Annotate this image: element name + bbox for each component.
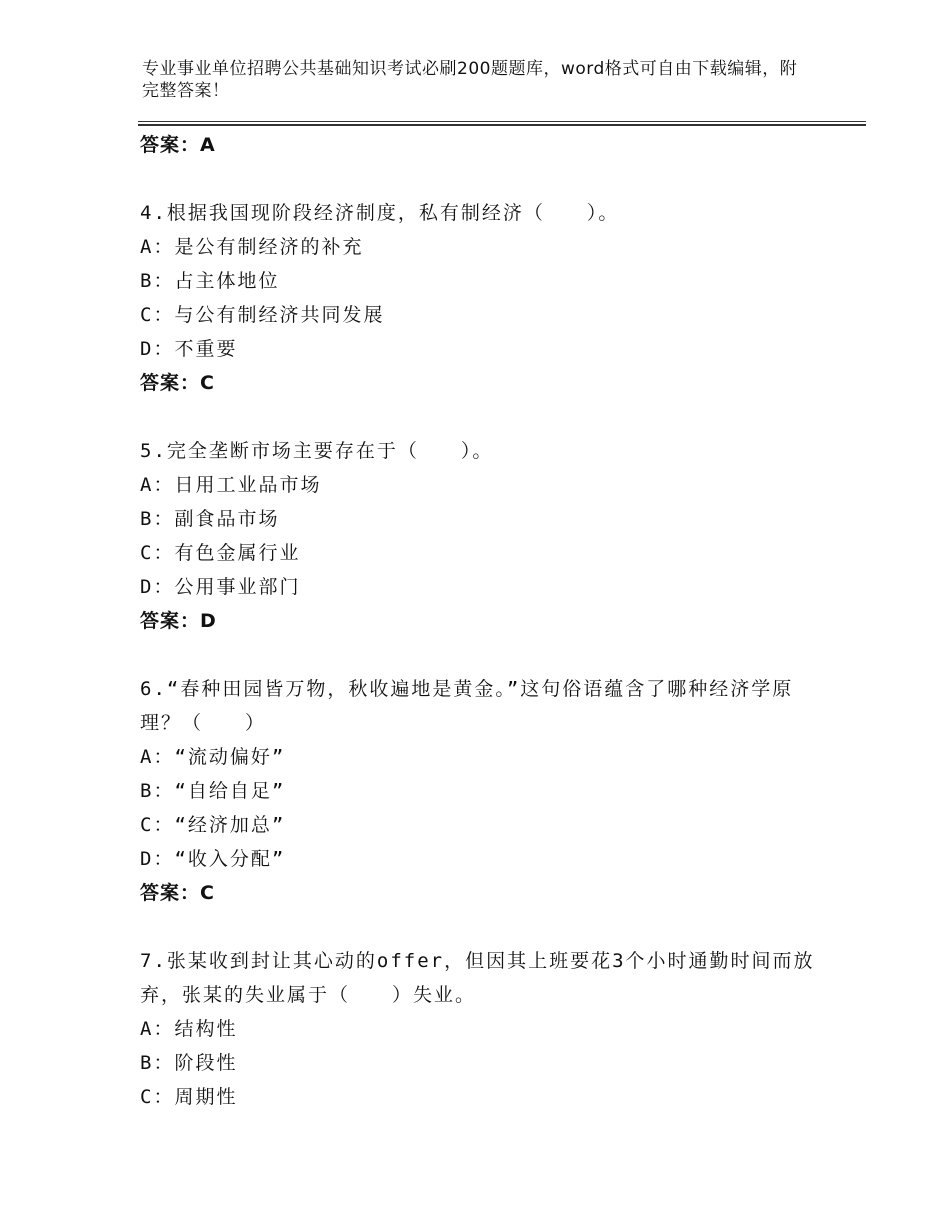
- option-b: B：“自给自足”: [140, 780, 286, 802]
- spacer: [140, 638, 830, 672]
- option-a: A：是公有制经济的补充: [140, 236, 364, 258]
- answer-label: 答案：C: [140, 882, 215, 904]
- option-b: B：占主体地位: [140, 270, 280, 292]
- question-block: [140, 672, 830, 910]
- option-b: B：副食品市场: [140, 508, 280, 530]
- option-c: C：周期性: [140, 1086, 238, 1108]
- answer-label: 答案：C: [140, 372, 215, 394]
- option-c: C：有色金属行业: [140, 542, 301, 564]
- question-list: [140, 128, 830, 1114]
- spacer: [140, 162, 830, 196]
- option-d: D：“收入分配”: [140, 848, 286, 870]
- option-a: A：日用工业品市场: [140, 474, 322, 496]
- document-header: 专业事业单位招聘公共基础知识考试必刷200题题库，word格式可自由下载编辑，附完整答案！: [142, 59, 798, 101]
- header-divider: [138, 121, 866, 122]
- question-block: [140, 196, 830, 400]
- header-divider-thick: [138, 124, 866, 126]
- option-d: D：公用事业部门: [140, 576, 301, 598]
- question-text: 4.根据我国现阶段经济制度，私有制经济（ ）。: [140, 202, 620, 224]
- question-text: 7.张某收到封让其心动的offer，但因其上班要花3个小时通勤时间而放弃，张某的失业属于（ ）失业。: [140, 950, 815, 1006]
- question-text: 6.“春种田园皆万物，秋收遍地是黄金。”这句俗语蕴含了哪种经济学原理？（ ）: [140, 678, 794, 734]
- question-block: [140, 434, 830, 638]
- option-a: A：“流动偏好”: [140, 746, 286, 768]
- spacer: [140, 910, 830, 944]
- option-c: C：“经济加总”: [140, 814, 286, 836]
- option-d: D：不重要: [140, 338, 238, 360]
- question-block: [140, 944, 830, 1114]
- answer-label: 答案：D: [140, 610, 217, 632]
- option-b: B：阶段性: [140, 1052, 238, 1074]
- answer-label: 答案：A: [140, 134, 216, 156]
- option-c: C：与公有制经济共同发展: [140, 304, 385, 326]
- question-text: 5.完全垄断市场主要存在于（ ）。: [140, 440, 494, 462]
- spacer: [140, 400, 830, 434]
- option-a: A：结构性: [140, 1018, 238, 1040]
